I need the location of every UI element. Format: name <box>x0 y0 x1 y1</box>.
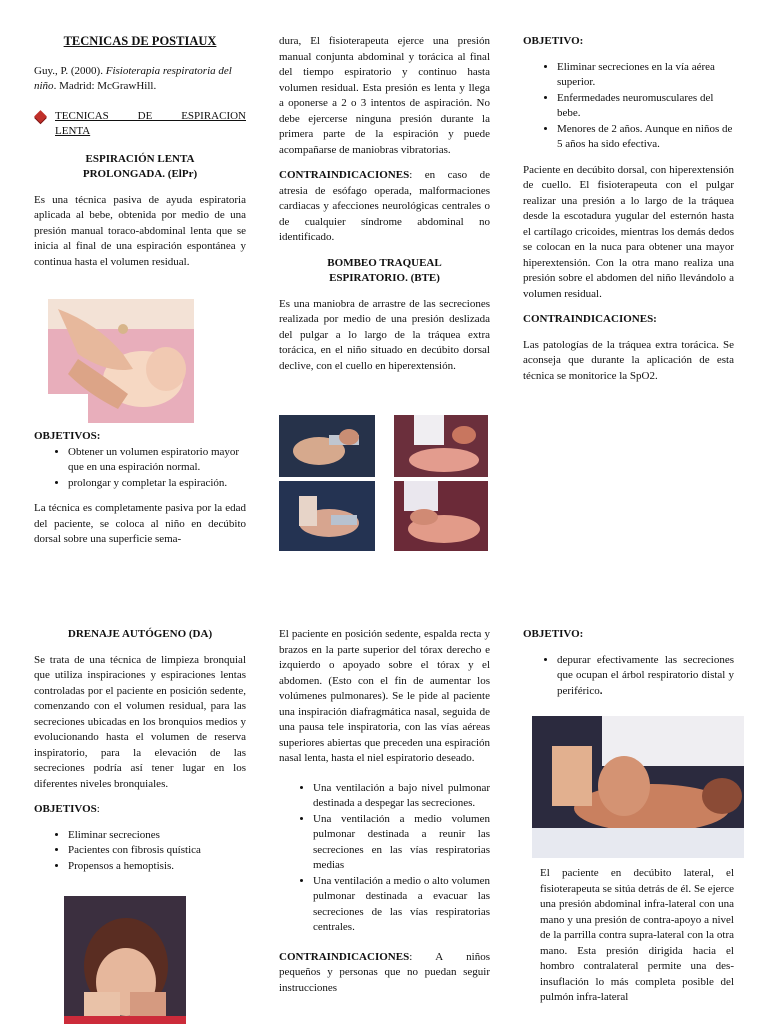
bte-photo-2 <box>394 415 488 477</box>
paragraph: dura, El fisioterapeuta ejerce una presión manual conjunta abdominal y torácica al final del tiempo espiratorio y continuo hasta volumen residual. Esta presión es lenta y llega a oponerse a 2 o 3 intentos de aspiración. No debe ejercerse ninguna presión durante la primera parte de la espiración y puede acompañarse de maniobras vibratorias. <box>279 35 490 156</box>
objetivos-colon: : <box>96 803 100 815</box>
objetivos-heading <box>34 802 246 818</box>
paragraph: El paciente en decúbito lateral, el fisioterapeuta se sitúa detrás de él. Se ejerce una presión abdominal infra-lateral con una mano y una presión de contra-apoyo a nivel de la parrilla contra supra-lateral con la otra mano. Esta presión dirigida hacia el hombro contralateral permite una des-insuflación lo más completa posible del pulmón infra-lateral <box>540 867 734 1003</box>
list-item: • Pacientes con fibrosis quística <box>68 843 246 859</box>
contraindications <box>279 168 490 246</box>
section-heading: TECNICAS DE ESPIRACION LENTA <box>55 109 246 137</box>
bottom-column-2 <box>279 627 490 996</box>
sub-heading: ESPIRACIÓN LENTA PROLONGADA. (ElPr) <box>82 152 198 180</box>
reference-publisher: . Madrid: McGrawHill. <box>53 80 157 92</box>
list-item: • Una ventilación a bajo nivel pulmonar destinada a despegar las secreciones. <box>313 781 490 812</box>
contraindications-text: : A niños pequeños y personas que no puedan seguir instrucciones <box>279 950 490 994</box>
contraindications-label: CONTRAINDICACIONES: <box>523 313 657 325</box>
objetivos-list <box>34 445 246 492</box>
list-item: • Enfermedades neuromusculares del bebe. <box>557 91 734 122</box>
baby-chest-pressure-photo <box>48 299 194 423</box>
contraindications-text: : en caso de atresia de esófago operada, malformaciones cardiacas y afecciones neurológicas centrales o de cualquier síndrome abdominal no identificado. <box>279 169 490 243</box>
top-column-1-lower <box>34 429 246 548</box>
paragraph: La técnica es completamente pasiva por la edad del paciente, se coloca al niño en decúbito dorsal sobre una superficie sema- <box>34 502 246 545</box>
bottom-column-1 <box>34 627 246 874</box>
contraindications-label: CONTRAINDICACIONES <box>279 950 410 963</box>
red-diamond-bullet-icon <box>34 110 47 123</box>
section-heading: BOMBEO TRAQUEAL ESPIRATORIO. (BTE) <box>327 256 442 284</box>
bte-photo-3 <box>279 481 375 551</box>
top-column-1 <box>34 34 246 270</box>
objetivo-end: . <box>599 684 603 697</box>
objetivo-text: depurar efectivamente las secreciones que ocupan el árbol respiratorio distal y periférico <box>557 653 734 697</box>
lateral-decubitus-photo <box>532 716 744 858</box>
paragraph: Es una técnica pasiva de ayuda espiratoria aplicada al bebe, obtenida por medio de una presión manual toraco-abdominal lenta que se inicia al final de una espiración espontánea y continua hasta el volumen residual. <box>34 193 246 268</box>
reference <box>34 64 246 95</box>
objetivo-label: OBJETIVO: <box>523 628 584 640</box>
section-heading: DRENAJE AUTÓGENO (DA) <box>67 628 213 640</box>
objetivo-list <box>523 653 734 700</box>
list-item: • Una ventilación a medio o alto volumen pulmonar destinada a evacuar las secreciones de las vías respiratorias centrales. <box>313 874 490 936</box>
objetivos-label: OBJETIVOS <box>34 803 97 815</box>
reference-book: Fisioterapia respiratoria del niño <box>34 64 232 92</box>
bte-photo-4 <box>394 481 488 551</box>
list-item: • Eliminar secreciones <box>68 828 246 844</box>
ventilation-list <box>279 781 490 936</box>
paragraph: Es una maniobra de arrastre de las secreciones realizada por medio de una presión deslizada del pulgar a lo largo de la tráquea extra torácica, en el niño situado en decúbito dorsal declive, con el cuello en hiperextensión. <box>279 297 490 372</box>
paragraph: El paciente en posición sedente, espalda recta y brazos en la parte superior del tórax derecho e izquierdo o apoyado sobre el tórax y el abdomen. (Esto con el fin de aumentar los volúmenes pulmonares). Se le pide al paciente una inspiración diafragmática nasal, seguida de una pausa tele inspiratoria, con las vías aéreas superiores abiertas que preceden una espiración nasal lenta, hasta el niel espiratorio deseado. <box>279 628 490 764</box>
section-bullet <box>34 109 246 140</box>
top-column-2 <box>279 34 490 374</box>
bte-photo-1 <box>279 415 375 477</box>
list-item: • Obtener un volumen espiratorio mayor que en una espiración normal. <box>68 445 246 476</box>
list-item: • prolongar y completar la espiración. <box>68 476 246 492</box>
reference-author: Guy., P. (2000). <box>34 64 106 77</box>
bottom-column-3 <box>523 627 734 699</box>
child-autogenic-drainage-photo <box>64 896 186 1024</box>
paragraph: Paciente en decúbito dorsal, con hiperextensión de cuello. El fisioterapeuta con el pulgar realizar una presión a lo largo de la tráquea desde la escotadura yugular del esternón hasta el cartílago cricoides, mientras los demás dedos se colocan en la nuca para obtener una mayor hiperextensión. Con la otra mano realiza una presión sobre el abdomen del niño llevándolo a volumen residual. <box>523 163 734 300</box>
objetivos-label: OBJETIVOS: <box>34 430 101 442</box>
contraindications <box>279 950 490 997</box>
list-item <box>557 653 734 700</box>
bottom-column-3-lower <box>540 866 734 1006</box>
page-title: TECNICAS DE POSTIAUX <box>63 34 217 48</box>
objetivos-list <box>34 828 246 875</box>
list-item: • Eliminar secreciones en la vía aérea superior. <box>557 60 734 91</box>
objetivo-list <box>523 60 734 153</box>
list-item: • Propensos a hemoptisis. <box>68 859 246 875</box>
list-item: • Una ventilación a medio volumen pulmonar destinada a reunir las secreciones en las vías respiratorias medias <box>313 812 490 874</box>
contraindications-label: CONTRAINDICACIONES <box>279 169 410 181</box>
paragraph: Las patologías de la tráquea extra torácica. Se aconseja que durante la aplicación de esta técnica se monitorice la SpO2. <box>523 338 734 382</box>
top-column-3 <box>523 34 734 384</box>
paragraph: Se trata de una técnica de limpieza bronquial que utiliza inspiraciones y espiraciones lentas controladas por el paciente en posición sedente, comenzando con el volumen residual, para las secreciones ubicadas en los bronquios medios y evolucionando hasta el volumen de reserva inspiratorio, para la elevación de las secreciones podría así tener lugar en los diferentes niveles bronquiales. <box>34 653 246 790</box>
objetivo-label: OBJETIVO: <box>523 35 584 47</box>
list-item: • Menores de 2 años. Aunque en niños de 5 años ha sido efectiva. <box>557 122 734 153</box>
